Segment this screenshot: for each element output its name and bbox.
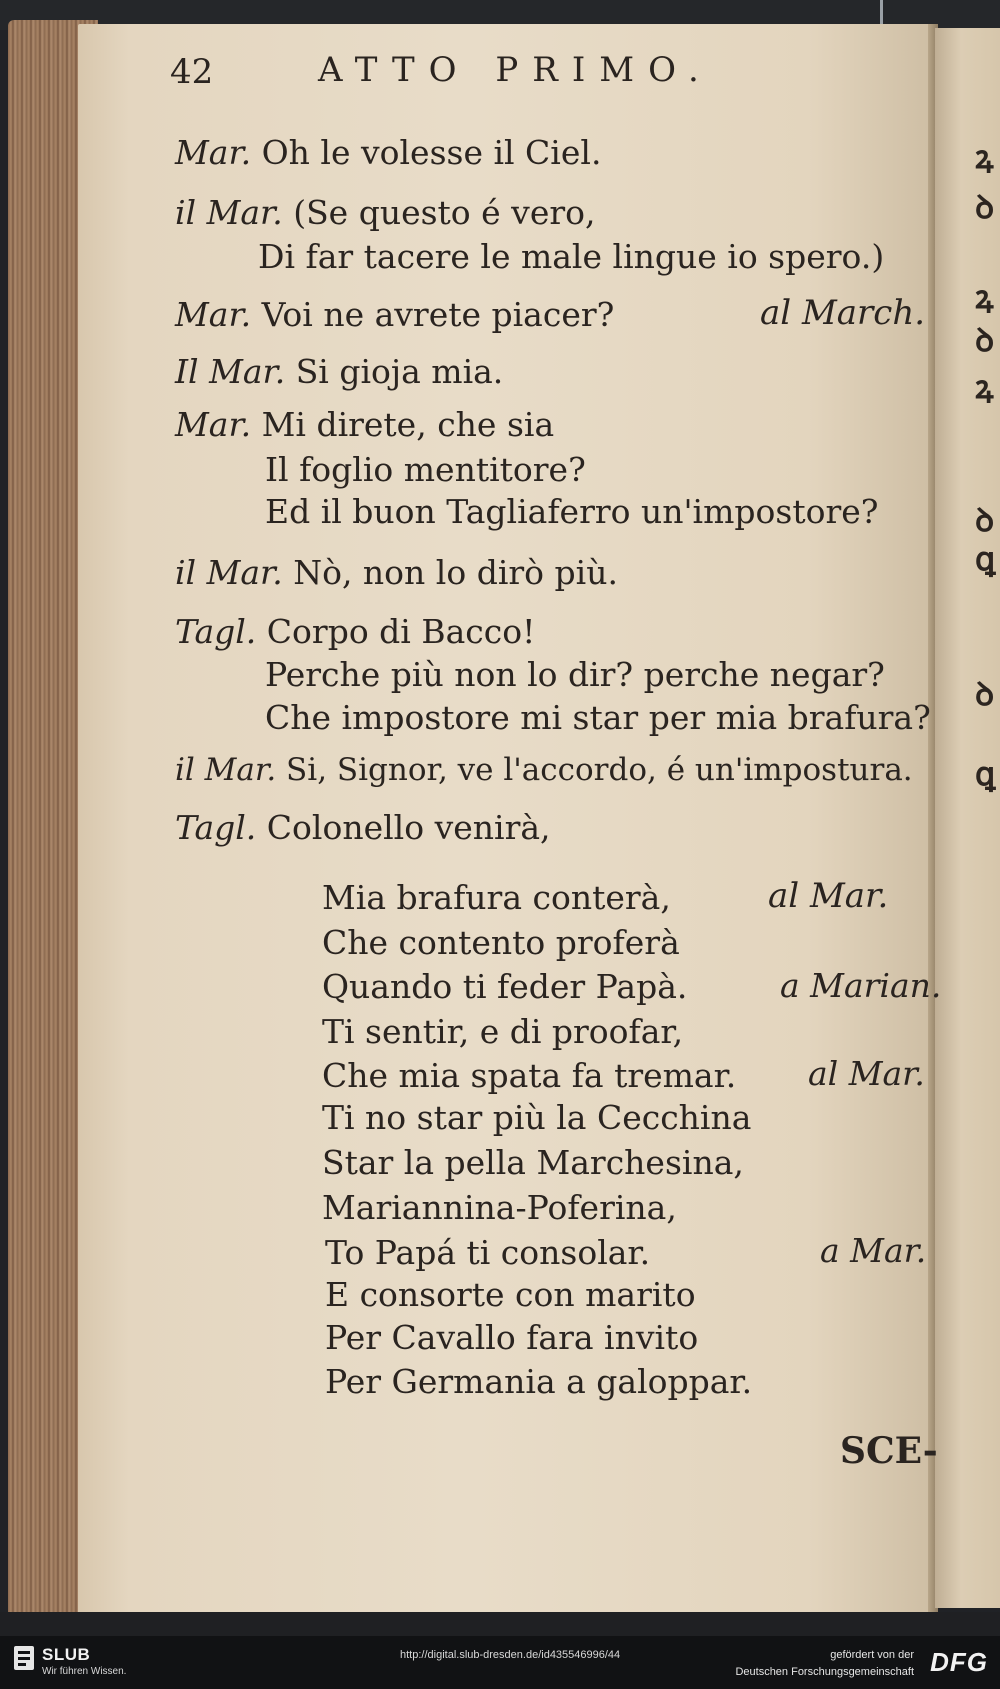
aria-line: Per Germania a galoppar. — [325, 1362, 753, 1401]
stage-direction: al Mar. — [808, 1054, 925, 1093]
slub-logo-icon — [14, 1646, 34, 1670]
aria-line: Che mia spata fa tremar. — [322, 1056, 737, 1095]
facing-page-fragment: ꝺ — [975, 188, 995, 226]
line-text: Il foglio mentitore? — [265, 450, 586, 489]
line-text: Corpo di Bacco! — [266, 612, 536, 651]
speaker-name: Mar. — [175, 405, 252, 444]
dialogue-line — [265, 492, 878, 531]
viewer-footer — [0, 1636, 1000, 1689]
dialogue-line — [265, 450, 586, 489]
line-text: (Se questo é vero, — [293, 193, 596, 232]
catchword: SCE- — [840, 1430, 938, 1472]
dialogue-line — [175, 193, 596, 232]
funding-note: gefördert von der — [830, 1649, 914, 1661]
speaker-name: Tagl. — [175, 612, 257, 651]
dialogue-line — [175, 752, 913, 788]
facing-page-fragment: ꝗ — [975, 540, 996, 578]
dialogue-line — [265, 698, 931, 737]
aria-line: Mia brafura conterà, — [322, 878, 671, 917]
running-head: ATTO PRIMO. — [318, 50, 713, 90]
dialogue-line — [175, 295, 614, 334]
facing-page-fragment: ꝺ — [975, 321, 995, 359]
library-tagline: Wir führen Wissen. — [42, 1666, 127, 1677]
facing-page-fragment: ꝺ — [975, 675, 995, 713]
aria-line: Ti sentir, e di proofar, — [322, 1012, 684, 1051]
facing-page-fragment: ꝝ — [975, 138, 994, 176]
dialogue-line — [175, 405, 554, 444]
aria-line: Ti no star più la Cecchina — [322, 1098, 752, 1137]
line-text: Ed il buon Tagliaferro un'impostore? — [265, 492, 879, 531]
dialogue-line — [265, 655, 885, 694]
line-text: Che impostore mi star per mia brafura? — [265, 698, 931, 737]
line-text: Mi direte, che sia — [261, 405, 555, 444]
line-text: Perche più non lo dir? perche negar? — [265, 655, 885, 694]
stage-direction: al Mar. — [768, 876, 889, 916]
speaker-name: Il Mar. — [175, 352, 286, 391]
facing-page-fragment: ꝺ — [975, 501, 995, 539]
aria-line: To Papá ti consolar. — [325, 1233, 651, 1272]
speaker-name: Mar. — [175, 133, 252, 172]
stage-direction: al March. — [760, 293, 926, 333]
facing-page-fragment: ꝝ — [975, 278, 994, 316]
line-text: Si gioja mia. — [295, 352, 504, 391]
facing-page-fragment: ꝗ — [975, 755, 996, 793]
aria-line: Che contento proferà — [322, 923, 680, 962]
permalink[interactable]: http://digital.slub-dresden.de/id435546996/44 — [400, 1649, 621, 1661]
aria-line: Mariannina-Poferina, — [322, 1188, 677, 1227]
funding-organization: Deutschen Forschungsgemeinschaft — [735, 1666, 914, 1678]
aria-line: Star la pella Marchesina, — [322, 1143, 744, 1182]
dialogue-line — [175, 612, 535, 651]
line-text: Voi ne avrete piacer? — [261, 295, 615, 334]
speaker-name: Mar. — [175, 295, 252, 334]
page-number: 42 — [170, 52, 214, 92]
aria-line: Per Cavallo fara invito — [325, 1318, 699, 1357]
dialogue-line — [175, 808, 551, 847]
dfg-logo: DFG — [930, 1647, 988, 1677]
line-text: Si, Signor, ve l'accordo, é un'impostura. — [286, 752, 913, 788]
stage-direction: a Marian. — [780, 966, 942, 1005]
dialogue-line — [258, 237, 884, 276]
line-text: Oh le volesse il Ciel. — [261, 133, 602, 172]
speaker-name: il Mar. — [175, 752, 277, 788]
aria-line: E consorte con marito — [325, 1275, 696, 1314]
line-text: Di far tacere le male lingue io spero.) — [258, 237, 885, 276]
speaker-name: il Mar. — [175, 553, 283, 592]
speaker-name: Tagl. — [175, 808, 257, 847]
dialogue-line — [175, 553, 618, 592]
dialogue-line — [175, 352, 503, 391]
dialogue-line — [175, 133, 601, 172]
facing-page-fragment: ꝝ — [975, 368, 994, 406]
aria-line: Quando ti feder Papà. — [322, 967, 688, 1006]
line-text: Nò, non lo dirò più. — [293, 553, 618, 592]
line-text: Colonello venirà, — [266, 808, 551, 847]
stage-direction: a Mar. — [820, 1231, 927, 1270]
library-name: SLUB — [42, 1645, 91, 1664]
scan-bottom-border — [0, 1612, 1000, 1636]
facing-page-edge — [935, 28, 1000, 1608]
speaker-name: il Mar. — [175, 193, 283, 232]
